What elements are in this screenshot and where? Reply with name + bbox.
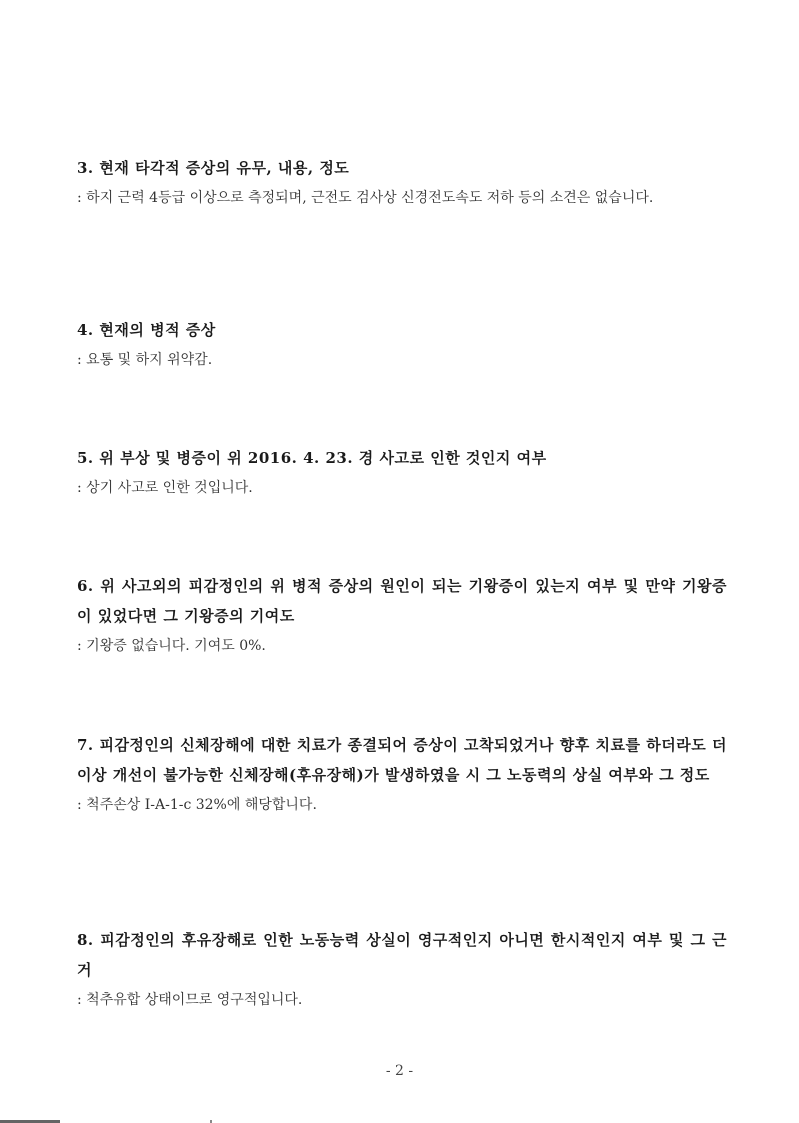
question-4: 4. 현재의 병적 증상 bbox=[77, 321, 216, 339]
section-4 bbox=[77, 315, 727, 375]
question-6: 6. 위 사고외의 피감정인의 위 병적 증상의 원인이 되는 기왕증이 있는지 여부 및 만약 기왕증이 있었다면 그 기왕증의 기여도 bbox=[77, 577, 727, 625]
answer-4: : 요통 및 하지 위약감. bbox=[77, 352, 213, 368]
section-5 bbox=[77, 443, 727, 503]
question-8: 8. 피감정인의 후유장해로 인한 노동능력 상실이 영구적인지 아니면 한시적인지 여부 및 그 근거 bbox=[77, 931, 727, 979]
answer-6: : 기왕증 없습니다. 기여도 0%. bbox=[77, 638, 266, 654]
answer-7: : 척주손상 I-A-1-c 32%에 해당합니다. bbox=[77, 797, 317, 813]
section-7 bbox=[77, 730, 727, 820]
question-7: 7. 피감정인의 신체장해에 대한 치료가 종결되어 증상이 고착되었거나 향후 치료를 하더라도 더 이상 개선이 불가능한 신체장해(후유장해)가 발생하였을 시 그 노동력의 상실 여부와 그 정도 bbox=[77, 736, 727, 784]
section-6 bbox=[77, 571, 727, 661]
answer-3: : 하지 근력 4등급 이상으로 측정되며, 근전도 검사상 신경전도속도 저하 등의 소견은 없습니다. bbox=[77, 190, 654, 206]
question-3: 3. 현재 타각적 증상의 유무, 내용, 정도 bbox=[77, 159, 350, 177]
answer-5: : 상기 사고로 인한 것입니다. bbox=[77, 480, 253, 496]
page-number: - 2 - bbox=[385, 1063, 414, 1079]
section-8 bbox=[77, 925, 727, 1015]
section-3 bbox=[77, 153, 727, 213]
answer-8: : 척추유합 상태이므로 영구적입니다. bbox=[77, 992, 303, 1008]
question-5: 5. 위 부상 및 병증이 위 2016. 4. 23. 경 사고로 인한 것인지 여부 bbox=[77, 449, 547, 467]
